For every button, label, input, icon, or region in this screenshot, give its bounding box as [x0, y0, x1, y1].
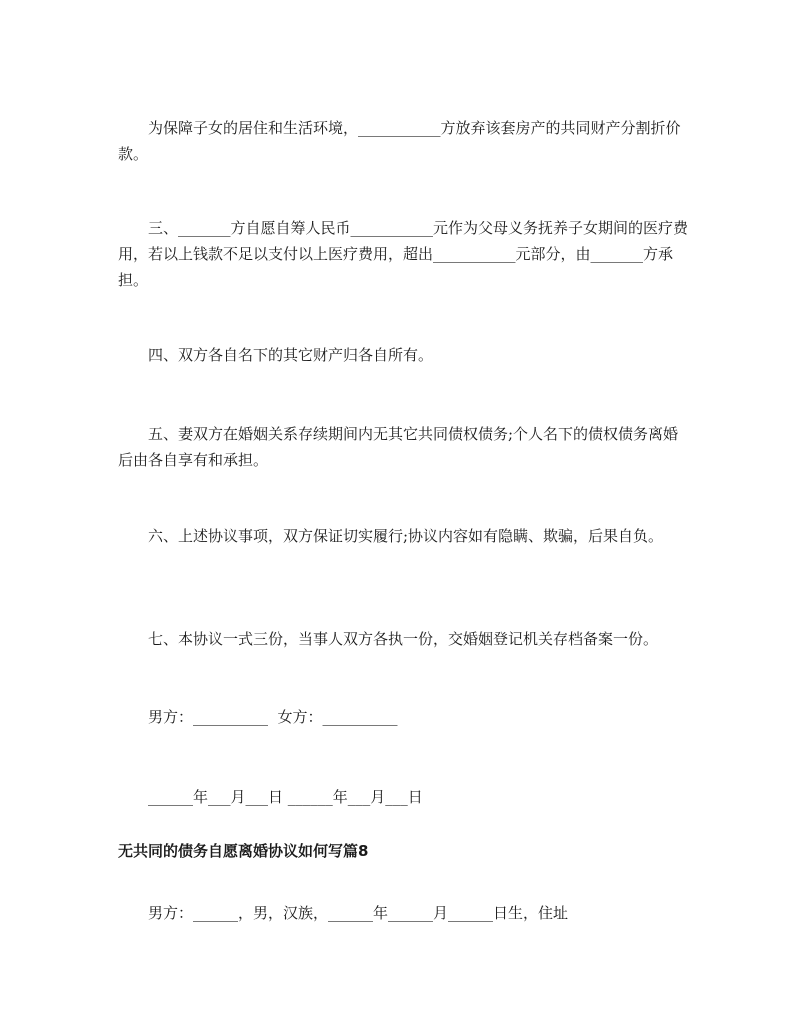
paragraph-performance-guarantee: 六、上述协议事项，双方保证切实履行;协议内容如有隐瞒、欺骗，后果自负。	[148, 527, 664, 545]
paragraph-male-party: 男方：______，男，汉族，______年______月______日生，住址	[148, 904, 569, 922]
paragraph-other-property: 四、双方各自名下的其它财产归各自所有。	[148, 346, 434, 364]
paragraph-property-waiver: 为保障子女的居住和生活环境，___________方放弃该套房产的共同财产分割折价款。	[118, 119, 681, 163]
paragraph-copies: 七、本协议一式三份，当事人双方各执一份，交婚姻登记机关存档备案一份。	[148, 630, 659, 648]
date-line: ______年___月___日 ______年___月___日	[148, 788, 423, 806]
paragraph-debts: 五、妻双方在婚姻关系存续期间内无其它共同债权债务;个人名下的债权债务离婚后由各自享有和承担。	[118, 425, 679, 469]
signature-line: 男方：__________ 女方：__________	[148, 708, 398, 726]
section-heading: 无共同的债务自愿离婚协议如何写篇8	[118, 842, 369, 860]
paragraph-medical-expenses: 三、_______方自愿自筹人民币___________元作为父母义务抚养子女期间的医疗费用，若以上钱款不足以支付以上医疗费用，超出___________元部分，由_______方承担。	[118, 219, 689, 289]
